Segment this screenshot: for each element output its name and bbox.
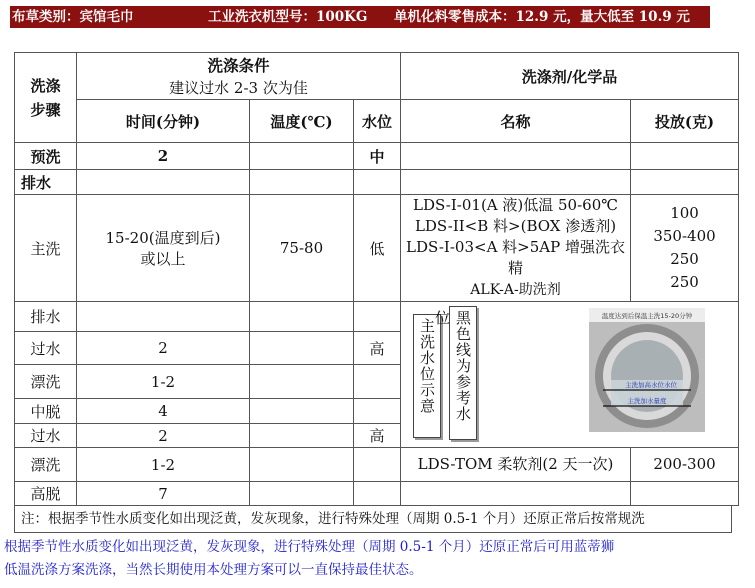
dose-item: 100 [670, 204, 699, 222]
table-row [15, 302, 739, 332]
step-drain-1: 排水 [15, 170, 77, 195]
softener-dose: 200-300 [631, 448, 739, 482]
photo-label-high: 主洗加高水位水位 [625, 381, 678, 389]
spin-time: 4 [77, 399, 250, 424]
water-level-header: 水位 [354, 100, 401, 143]
chemical-cost: 单机化料零售成本：12.9 元，量大低至 10.9 元 [394, 9, 690, 25]
step-rinse-1: 过水 [15, 332, 77, 365]
machine-model: 工业洗衣机型号：100KG [208, 9, 368, 25]
mainwash-chemicals [401, 195, 631, 302]
washer-drum-image [589, 308, 705, 432]
step-rinse-2: 过水 [15, 424, 77, 448]
table-note: 注：根据季节性水质变化如出现泛黄，发灰现象，进行特殊处理（周期 0.5-1 个月）还原正常后按常规洗 [14, 506, 732, 533]
time-header: 时间(分钟) [77, 100, 250, 143]
step-drain-2: 排水 [15, 302, 77, 332]
bleach2-time: 1-2 [77, 448, 250, 482]
bleach1-time: 1-2 [77, 365, 250, 399]
chemical-item: LDS-I-03<A 料>5AP 增强洗衣精 [406, 238, 625, 277]
rinse1-water: 高 [354, 332, 401, 365]
table-row [15, 482, 739, 506]
dose-header: 投放(克) [631, 100, 739, 143]
footer-text-line-1: 根据季节性水质变化如出现泛黄，发灰现象，进行特殊处理（周期 0.5-1 个月）还原正常后可用蓝蒂狮 [4, 539, 615, 555]
dry-time: 7 [77, 482, 250, 506]
temp-header: 温度(℃) [250, 100, 354, 143]
conditions-header: 洗涤条件 建议过水 2-3 次为佳 [77, 53, 401, 100]
mainwash-level-label: 主洗水位示意 [413, 314, 441, 438]
table-row [15, 195, 739, 302]
wash-procedure-table [14, 52, 739, 506]
mainwash-time: 15-20(温度到后) 或以上 [77, 195, 250, 302]
step-prewash: 预洗 [15, 143, 77, 170]
mainwash-doses [631, 195, 739, 302]
step-mainwash: 主洗 [15, 195, 77, 302]
step-dry: 高脱 [15, 482, 77, 506]
mainwash-water: 低 [354, 195, 401, 302]
softener-chemical: LDS-TOM 柔软剂(2 天一次) [401, 448, 631, 482]
chemical-item: LDS-II<B 料>(BOX 渗透剂) [414, 217, 617, 235]
reference-line-label: 黑色线为参考水位 [449, 306, 477, 440]
table-row [15, 143, 739, 170]
footer-text-line-2: 低温洗涤方案洗涤，当然长期使用本处理方案可以一直保持最佳状态。 [4, 562, 423, 578]
drum-photo [589, 308, 705, 432]
rinse2-time: 2 [77, 424, 250, 448]
dose-item: 350-400 [653, 227, 716, 245]
chemicals-header: 洗涤剂/化学品 [401, 53, 739, 100]
dose-item: 250 [670, 250, 699, 268]
mainwash-temp: 75-80 [250, 195, 354, 302]
rinse1-time: 2 [77, 332, 250, 365]
prewash-time: 2 [77, 143, 250, 170]
step-bleach-2: 漂洗 [15, 448, 77, 482]
photo-title: 温度达到后保温主洗15-20分钟 [601, 312, 693, 320]
table-row [15, 448, 739, 482]
linen-category: 布草类别：宾馆毛巾 [12, 9, 134, 25]
step-bleach-1: 漂洗 [15, 365, 77, 399]
water-level-diagram [401, 302, 719, 442]
step-column-header: 洗涤步骤 [15, 53, 77, 143]
water-level-diagram-cell [401, 302, 739, 448]
table-row [15, 170, 739, 195]
step-spin: 中脱 [15, 399, 77, 424]
photo-label-low: 主洗加水量度 [627, 397, 667, 405]
chemical-item: LDS-I-01(A 液)低温 50-60℃ [412, 196, 619, 214]
header-banner [10, 6, 710, 28]
rinse2-water: 高 [354, 424, 401, 448]
dose-item: 250 [670, 273, 699, 291]
chemical-item: ALK-A-助洗剂 [470, 282, 561, 298]
prewash-water: 中 [354, 143, 401, 170]
chemical-name-header: 名称 [401, 100, 631, 143]
